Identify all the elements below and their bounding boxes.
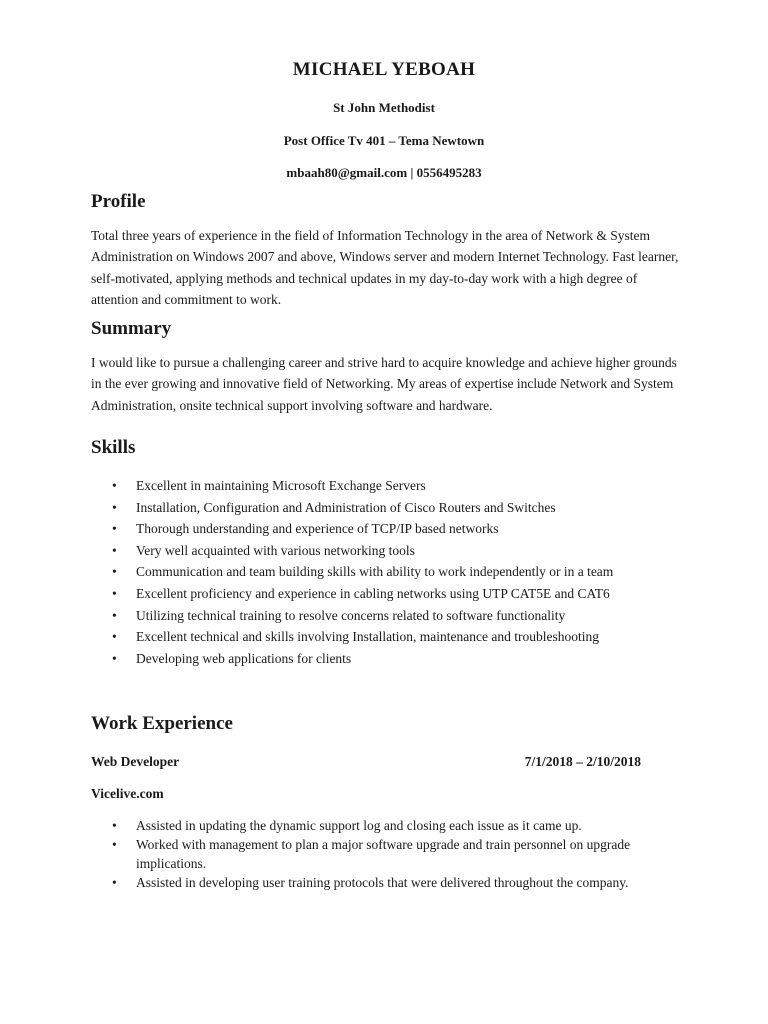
school-line: St John Methodist [333,100,435,115]
list-item [91,518,691,540]
bullet-icon: • [112,629,117,645]
list-item [91,626,691,648]
summary-heading: Summary [91,318,172,339]
skills-heading: Skills [91,437,136,458]
job-dates: 7/1/2018 – 2/10/2018 [524,754,641,769]
contact-line: mbaah80@gmail.com | 0556495283 [286,165,482,180]
bullet-icon: • [112,564,117,580]
skill-text: Excellent technical and skills involving Installation, maintenance and troubleshooting [136,629,600,645]
bullet-icon: • [112,478,117,493]
company-name: Vicelive.com [91,786,164,801]
duty-text: Assisted in updating the dynamic support log and closing each issue as it came up. [136,818,582,833]
bullet-icon: • [112,875,117,890]
skill-text: Developing web applications for clients [136,650,352,666]
candidate-name: MICHAEL YEBOAH [292,59,476,80]
job-title: Web Developer [91,754,180,769]
bullet-icon: • [112,542,117,558]
skill-text: Utilizing technical training to resolve concerns related to software functionality [136,607,566,623]
list-item [91,835,651,873]
address-line: Post Office Tv 401 – Tema Newtown [283,133,485,148]
duties-list [91,816,651,892]
skill-text: Installation, Configuration and Administration of Cisco Routers and Switches [136,499,556,515]
list-item [91,540,691,562]
work-experience-heading: Work Experience [91,713,233,734]
bullet-icon: • [112,607,117,623]
list-item [91,583,691,605]
list-item [91,816,651,835]
duty-text: Assisted in developing user training protocols that were delivered throughout the company. [136,875,629,890]
summary-text: I would like to pursue a challenging career and strive hard to acquire knowledge and achieve higher grounds in the ever growing and innovative field of Networking. My areas of expertise include Network and System Administration, onsite technical support involving software and hardware. [91,355,677,413]
list-item [91,605,691,627]
skill-text: Communication and team building skills with ability to work independently or in a team [136,564,614,580]
duty-text: Worked with management to plan a major software upgrade and train personnel on upgrade implications. [136,837,631,871]
bullet-icon: • [112,499,117,515]
list-item [91,497,691,519]
bullet-icon: • [112,818,117,833]
list-item [91,873,651,892]
skills-list [91,475,691,669]
profile-text: Total three years of experience in the field of Information Technology in the area of Network & System Administration on Windows 2007 and above, Windows server and modern Internet Technology. Fast learner, self-motivated, applying methods and technical updates in my day-to-day work with a high degree of attention and commitment to work. [91,228,679,307]
skill-text: Excellent in maintaining Microsoft Exchange Servers [136,478,426,493]
bullet-icon: • [112,650,117,666]
skill-text: Thorough understanding and experience of TCP/IP based networks [136,521,499,537]
profile-heading: Profile [91,191,146,212]
list-item [91,475,691,497]
bullet-icon: • [112,585,117,601]
bullet-icon: • [112,521,117,537]
bullet-icon: • [112,837,117,852]
list-item [91,561,691,583]
list-item [91,648,691,670]
skill-text: Excellent proficiency and experience in cabling networks using UTP CAT5E and CAT6 [136,585,610,601]
skill-text: Very well acquainted with various networking tools [136,542,415,558]
